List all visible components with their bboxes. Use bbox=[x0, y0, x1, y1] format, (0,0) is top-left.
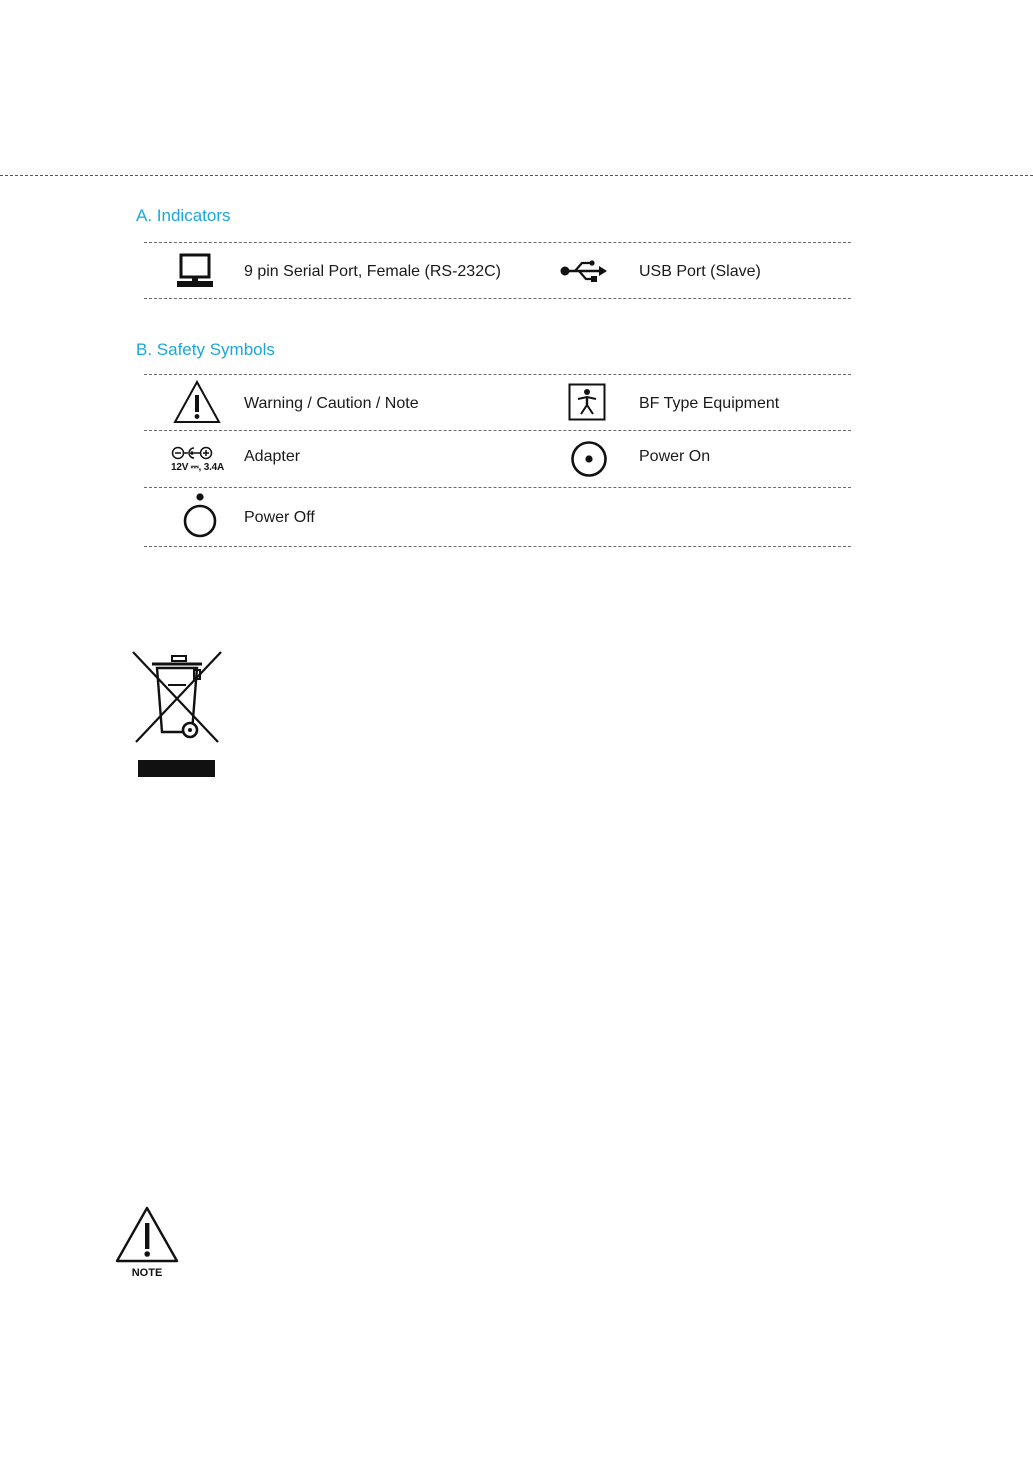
warning-label: Warning / Caution / Note bbox=[244, 395, 419, 412]
safety-row bbox=[144, 487, 851, 547]
note-label: NOTE bbox=[131, 1267, 163, 1279]
dc-polarity-icon bbox=[171, 445, 241, 477]
crossed-wheelie-bin-icon bbox=[130, 650, 224, 780]
computer-terminal-icon bbox=[174, 252, 216, 290]
serial-port-label: 9 pin Serial Port, Female (RS-232C) bbox=[244, 263, 501, 280]
indicators-table bbox=[144, 242, 851, 299]
usb-icon bbox=[558, 259, 610, 283]
bf-type-body-icon bbox=[568, 383, 606, 421]
adapter-label: Adapter bbox=[244, 448, 301, 465]
safety-row bbox=[144, 374, 851, 430]
adapter-rating-text: 12V ⎓, 3.4A bbox=[171, 462, 225, 473]
top-divider bbox=[0, 175, 1033, 176]
bf-type-label: BF Type Equipment bbox=[639, 395, 780, 412]
power-on-label: Power On bbox=[639, 448, 711, 465]
note-warning-icon bbox=[114, 1205, 182, 1283]
power-off-icon bbox=[181, 493, 219, 539]
safety-symbols-table bbox=[144, 374, 851, 547]
indicators-row bbox=[144, 242, 851, 299]
indicators-heading: A. Indicators bbox=[136, 206, 231, 225]
usb-port-label: USB Port (Slave) bbox=[639, 263, 761, 280]
warning-triangle-icon bbox=[172, 379, 222, 425]
power-on-icon bbox=[570, 440, 608, 478]
power-off-label: Power Off bbox=[244, 509, 315, 526]
safety-symbols-heading: B. Safety Symbols bbox=[136, 340, 275, 359]
safety-row bbox=[144, 430, 851, 487]
